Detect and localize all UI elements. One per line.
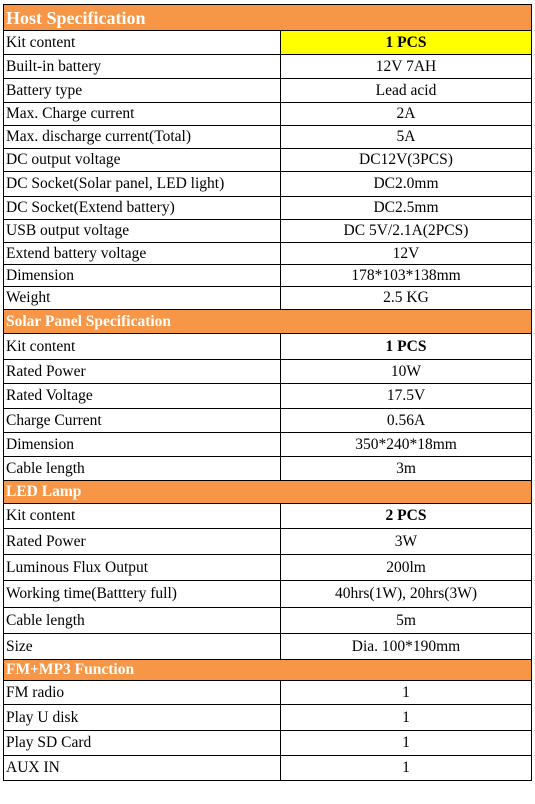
spec-row — [4, 409, 532, 433]
spec-row — [4, 504, 532, 529]
spec-row — [4, 243, 532, 265]
spec-row — [4, 384, 532, 409]
spec-row — [4, 457, 532, 481]
spec-value: 3W — [281, 529, 532, 555]
spec-row — [4, 265, 532, 287]
spec-label: Built-in battery — [4, 55, 281, 79]
spec-row — [4, 172, 532, 197]
spec-label: Working time(Batttery full) — [4, 581, 281, 608]
section-header — [4, 660, 532, 681]
spec-label: Max. discharge current(Total) — [4, 126, 281, 149]
spec-value: DC2.5mm — [281, 197, 532, 220]
spec-row — [4, 529, 532, 555]
spec-row — [4, 197, 532, 220]
spec-label: Size — [4, 634, 281, 660]
spec-label: Play U disk — [4, 705, 281, 731]
spec-value: 200lm — [281, 555, 532, 581]
spec-label: USB output voltage — [4, 220, 281, 243]
spec-value: 350*240*18mm — [281, 433, 532, 457]
spec-row — [4, 360, 532, 384]
spec-row — [4, 287, 532, 310]
spec-value: 5m — [281, 608, 532, 634]
spec-label: Dimension — [4, 265, 281, 287]
section-title: FM+MP3 Function — [4, 660, 532, 681]
spec-row — [4, 55, 532, 79]
spec-value: 1 PCS — [281, 334, 532, 360]
spec-value: 2A — [281, 103, 532, 126]
spec-row — [4, 681, 532, 705]
spec-table — [3, 4, 532, 781]
spec-value: 2 PCS — [281, 504, 532, 529]
spec-label: Kit content — [4, 31, 281, 55]
spec-value: 178*103*138mm — [281, 265, 532, 287]
spec-value: 0.56A — [281, 409, 532, 433]
section-header — [4, 481, 532, 504]
spec-value: DC12V(3PCS) — [281, 149, 532, 172]
spec-label: AUX IN — [4, 756, 281, 781]
spec-label: Weight — [4, 287, 281, 310]
spec-label: Rated Voltage — [4, 384, 281, 409]
spec-label: DC Socket(Extend battery) — [4, 197, 281, 220]
spec-value: 3m — [281, 457, 532, 481]
spec-row — [4, 433, 532, 457]
spec-value: 12V — [281, 243, 532, 265]
spec-value: 1 — [281, 681, 532, 705]
spec-row — [4, 555, 532, 581]
spec-row — [4, 334, 532, 360]
spec-label: Cable length — [4, 608, 281, 634]
spec-label: Battery type — [4, 79, 281, 103]
spec-value: Lead acid — [281, 79, 532, 103]
spec-label: Dimension — [4, 433, 281, 457]
spec-row — [4, 126, 532, 149]
spec-value: 1 — [281, 731, 532, 756]
spec-value: 2.5 KG — [281, 287, 532, 310]
spec-row — [4, 608, 532, 634]
spec-label: Kit content — [4, 334, 281, 360]
section-header — [4, 310, 532, 334]
spec-row — [4, 103, 532, 126]
spec-row — [4, 581, 532, 608]
spec-row — [4, 79, 532, 103]
spec-value: 5A — [281, 126, 532, 149]
spec-value: DC2.0mm — [281, 172, 532, 197]
spec-row — [4, 756, 532, 781]
spec-row — [4, 634, 532, 660]
spec-value: 1 — [281, 705, 532, 731]
spec-value: 10W — [281, 360, 532, 384]
spec-row — [4, 705, 532, 731]
spec-label: Kit content — [4, 504, 281, 529]
section-header — [4, 5, 532, 31]
spec-value: 1 — [281, 756, 532, 781]
spec-label: Cable length — [4, 457, 281, 481]
spec-row — [4, 149, 532, 172]
spec-label: Play SD Card — [4, 731, 281, 756]
spec-label: DC output voltage — [4, 149, 281, 172]
spec-label: Extend battery voltage — [4, 243, 281, 265]
spec-label: Luminous Flux Output — [4, 555, 281, 581]
spec-label: FM radio — [4, 681, 281, 705]
spec-value: DC 5V/2.1A(2PCS) — [281, 220, 532, 243]
spec-value: 12V 7AH — [281, 55, 532, 79]
section-title: Solar Panel Specification — [4, 310, 532, 334]
section-title: Host Specification — [4, 5, 532, 31]
section-title: LED Lamp — [4, 481, 532, 504]
spec-label: Rated Power — [4, 529, 281, 555]
spec-label: Charge Current — [4, 409, 281, 433]
spec-value: 40hrs(1W), 20hrs(3W) — [281, 581, 532, 608]
spec-value: Dia. 100*190mm — [281, 634, 532, 660]
spec-row — [4, 220, 532, 243]
spec-value: 1 PCS — [281, 31, 532, 55]
spec-label: DC Socket(Solar panel, LED light) — [4, 172, 281, 197]
spec-label: Max. Charge current — [4, 103, 281, 126]
spec-label: Rated Power — [4, 360, 281, 384]
spec-row — [4, 731, 532, 756]
spec-row — [4, 31, 532, 55]
spec-value: 17.5V — [281, 384, 532, 409]
